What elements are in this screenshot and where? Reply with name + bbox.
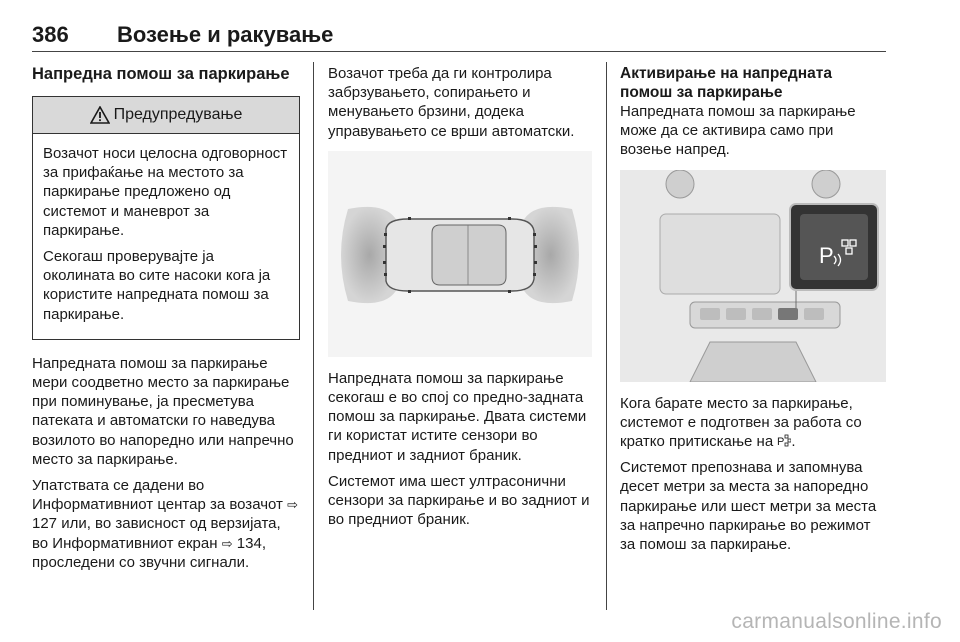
park-assist-button-label: P xyxy=(819,242,834,268)
cross-reference-arrow-icon: ⇨ xyxy=(287,497,298,513)
body-paragraph xyxy=(32,476,300,572)
watermark: carmanualsonline.info xyxy=(731,610,942,633)
car-top-view-icon xyxy=(328,151,592,357)
column-right xyxy=(620,60,886,561)
park-assist-icon xyxy=(777,434,791,447)
column-divider xyxy=(606,62,607,610)
warning-body xyxy=(33,134,299,339)
column-middle xyxy=(328,60,592,536)
section-title: Активирање на напредната помош за паркирање xyxy=(620,65,832,101)
body-paragraph: Возачот треба да ги контролира забрзувањето, сопирањето и менувањето брзини, додека управувањето се врши автоматски. xyxy=(328,65,575,140)
body-paragraph: Напредната помош за паркирање може да се активира само при возење напред. xyxy=(620,103,856,159)
warning-icon xyxy=(90,106,110,124)
page-header xyxy=(32,22,886,54)
warning-paragraph: Секогаш проверувајте ја околината во сите насоки кога ја користите напредната помош за паркирање. xyxy=(43,248,271,323)
center-console-icon xyxy=(620,170,886,382)
body-paragraph: Системот препознава и запомнува десет метри за места за напоредно паркирање или шест метри за места за напречно паркирање во режимот за помош за паркирање. xyxy=(620,459,877,554)
body-paragraph: Системот има шест ултрасонични сензори за паркирање и во задниот и во предниот браник. xyxy=(328,472,590,529)
page-reference-link[interactable]: 127 xyxy=(32,515,58,533)
section-title: Напредна помош за паркирање xyxy=(32,65,290,83)
body-text: или, во зависност од верзијата, во Информативниот екран xyxy=(32,515,281,552)
cross-reference-arrow-icon: ⇨ xyxy=(221,535,233,551)
page-reference-link[interactable]: 134 xyxy=(236,534,262,552)
warning-title: Предупредување xyxy=(113,106,243,123)
warning-box xyxy=(32,96,300,340)
warning-paragraph: Возачот носи целосна одговорност за прифаќање на местото за паркирање предложено од системот и маневрот за паркирање. xyxy=(43,145,288,239)
column-left xyxy=(32,60,300,579)
warning-header xyxy=(33,97,299,134)
body-paragraph: Напредната помош за паркирање секогаш е во спој со предно-задната помош за паркирање. Двата системи ги користат истите сензори во предниот и задниот браник. xyxy=(328,369,587,464)
console-button-figure xyxy=(620,170,886,382)
page-number: 386 xyxy=(32,22,69,47)
body-paragraph: Напредната помош за паркирање мери соодветно место за паркирање при поминување, ја пресметува патеката и автоматски го наведува возилото во напоредно или напречно место за паркирање. xyxy=(32,354,294,468)
header-rule xyxy=(32,51,886,52)
svg-text:P: P xyxy=(777,436,785,448)
body-text: Кога барате место за паркирање, системот е подготвен за работа со кратко притискање на xyxy=(620,394,862,451)
chapter-title: Возење и ракување xyxy=(117,22,334,47)
car-sensor-figure xyxy=(328,151,592,357)
column-divider xyxy=(313,62,314,610)
body-text: , проследени со звучни сигнали. xyxy=(32,534,266,571)
body-paragraph xyxy=(620,394,886,452)
body-text: Упатствата се дадени во Информативниот центар за возачот xyxy=(32,477,283,514)
body-text: . xyxy=(791,433,796,451)
